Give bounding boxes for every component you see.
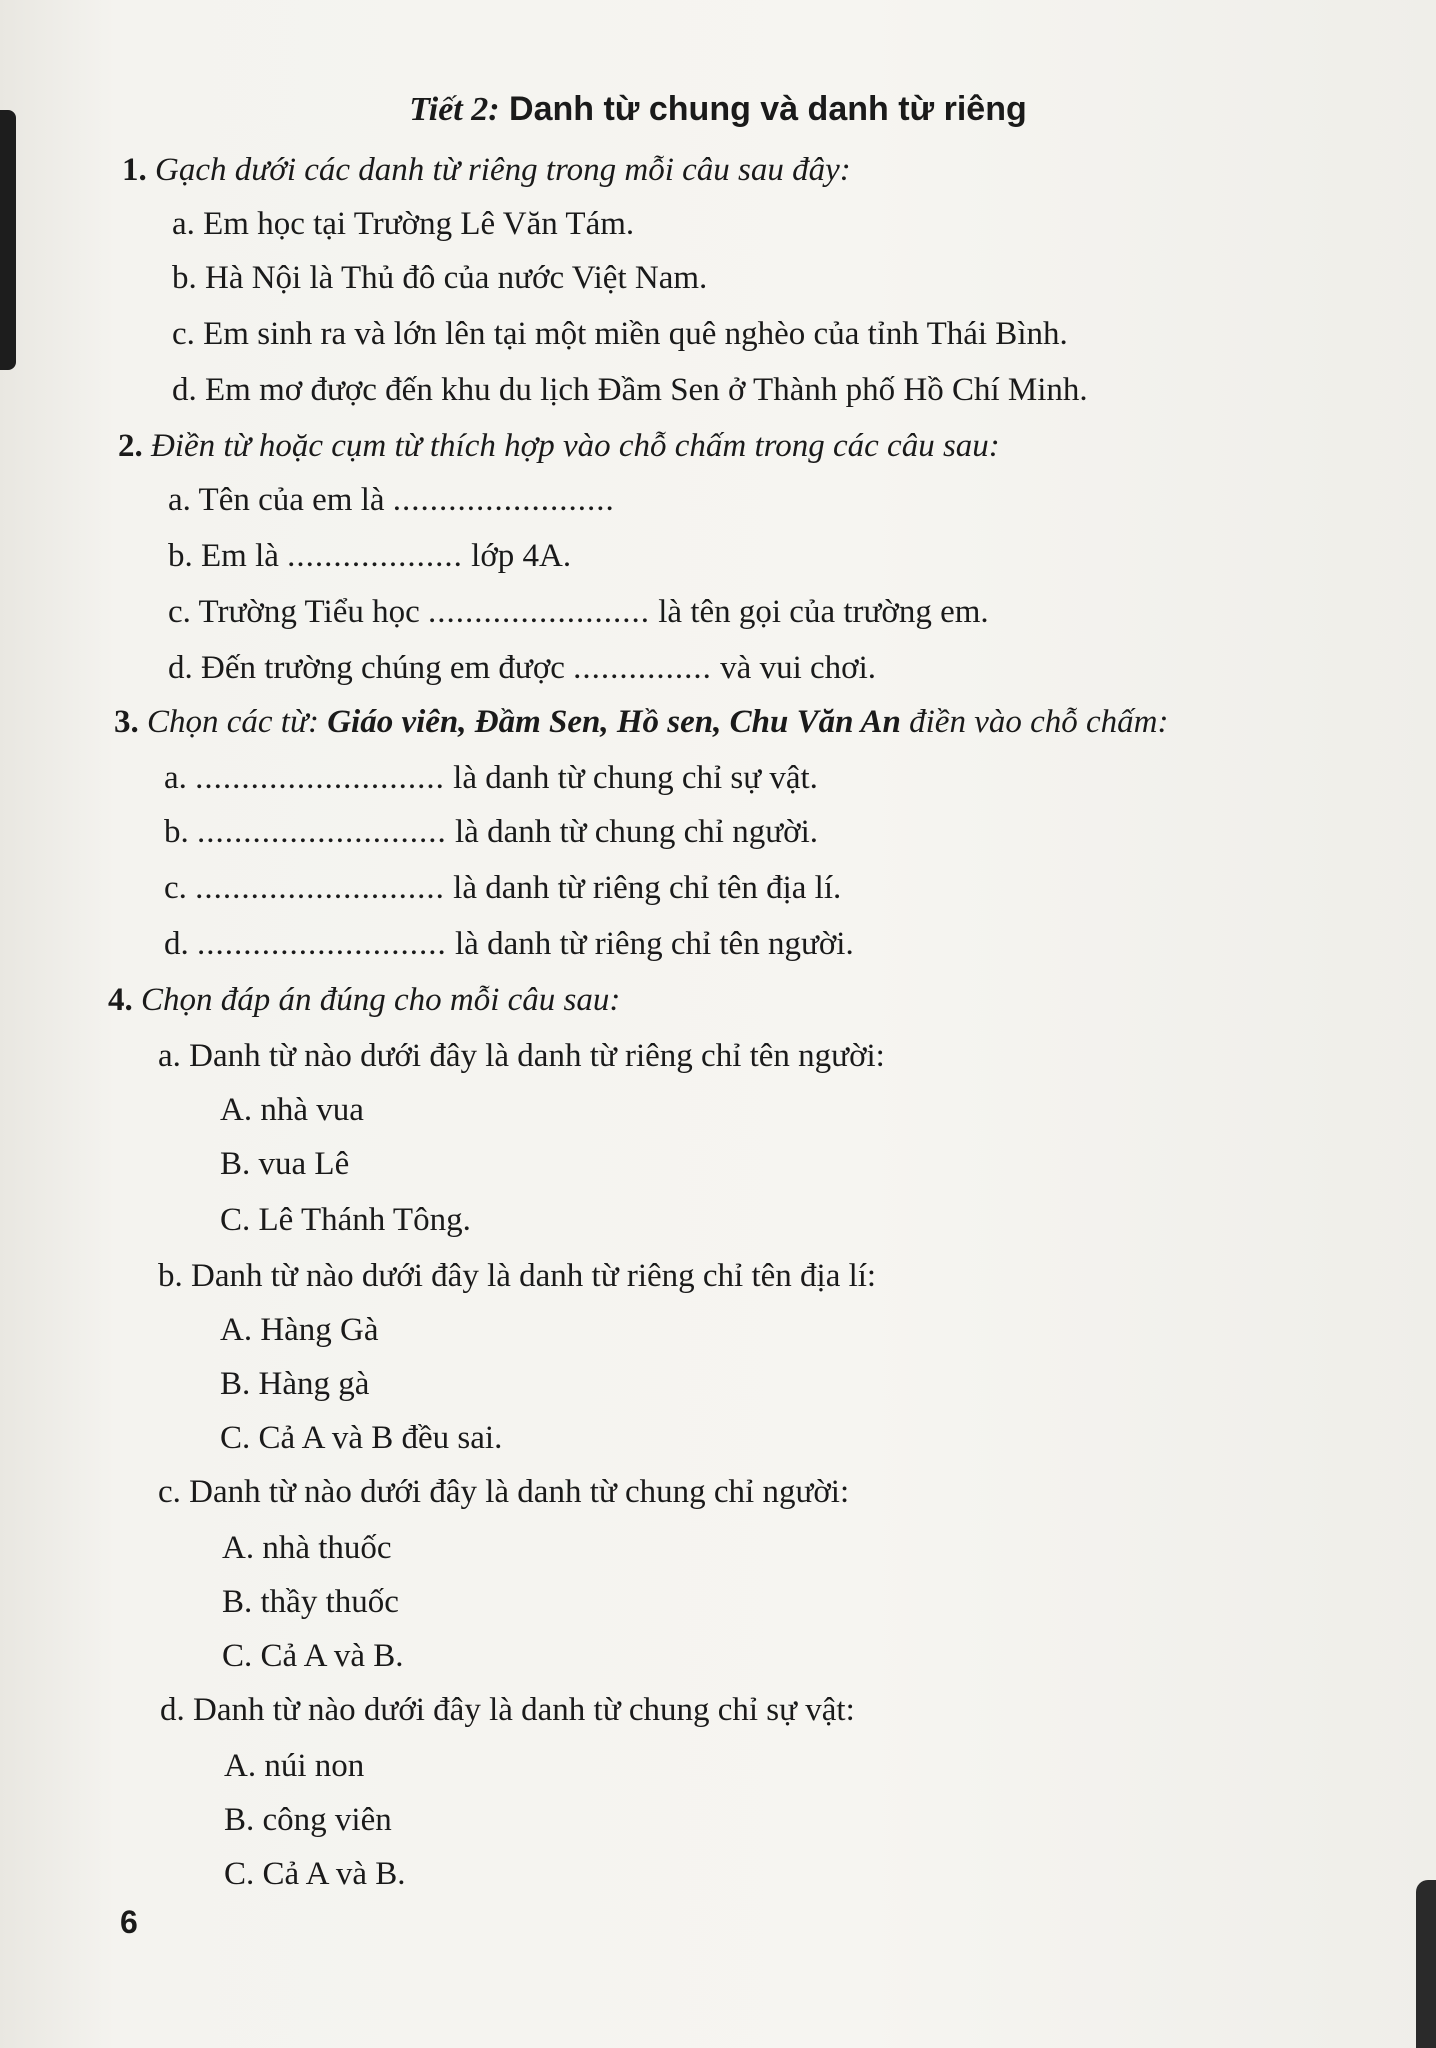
q3-item-b: b. ........................... là danh từ chung chỉ người. (164, 814, 818, 850)
q4-part-b-option-c: C. Cả A và B đều sai. (220, 1420, 503, 1456)
q1-prompt-text: Gạch dưới các danh từ riêng trong mỗi câu sau đây: (155, 152, 851, 188)
lesson-title (0, 90, 1436, 129)
q1-item-a: a. Em học tại Trường Lê Văn Tám. (172, 206, 635, 242)
q3-item-a: a. ........................... là danh từ chung chỉ sự vật. (164, 760, 818, 796)
q2-item-a: a. Tên của em là ........................ (168, 482, 615, 518)
q4-part-b-option-a: A. Hàng Gà (220, 1312, 379, 1348)
lesson-title-main: Danh từ chung và danh từ riêng (509, 90, 1027, 128)
q4-part-c-option-c: C. Cả A và B. (222, 1638, 404, 1674)
q4-part-c-question: c. Danh từ nào dưới đây là danh từ chung chỉ người: (158, 1474, 850, 1510)
blank-dots: ........................... (197, 814, 447, 850)
page-edge-shadow-left (0, 110, 16, 370)
q4-part-b-option-b: B. Hàng gà (220, 1366, 370, 1402)
q4-prompt (108, 980, 620, 1020)
q1-item-b: b. Hà Nội là Thủ đô của nước Việt Nam. (172, 260, 708, 296)
q4-part-d-option-b: B. công viên (224, 1802, 392, 1838)
q3-word-list: Giáo viên, Đầm Sen, Hồ sen, Chu Văn An (327, 704, 901, 740)
q4-prompt-text: Chọn đáp án đúng cho mỗi câu sau: (141, 982, 621, 1018)
q4-part-b-question: b. Danh từ nào dưới đây là danh từ riêng chỉ tên địa lí: (158, 1258, 877, 1294)
page-number: 6 (120, 1904, 138, 1940)
q4-part-d-option-c: C. Cả A và B. (224, 1856, 406, 1892)
blank-dots: ........................ (392, 482, 615, 518)
q1-prompt (122, 150, 851, 190)
blank-dots: ........................... (195, 870, 445, 906)
q3-prompt: 3. Chọn các từ: Giáo viên, Đầm Sen, Hồ sen, Chu Văn An điền vào chỗ chấm: (114, 704, 1169, 740)
q4-part-a-option-c: C. Lê Thánh Tông. (220, 1202, 471, 1238)
q4-part-a-option-b: B. vua Lê (220, 1146, 350, 1182)
q4-part-a-question: a. Danh từ nào dưới đây là danh từ riêng chỉ tên người: (158, 1038, 885, 1074)
q3-number: 3. (114, 704, 139, 740)
q1-item-c: c. Em sinh ra và lớn lên tại một miền quê nghèo của tỉnh Thái Bình. (172, 316, 1068, 352)
q2-item-d: d. Đến trường chúng em được ............... và vui chơi. (168, 650, 877, 686)
blank-dots: ................... (287, 538, 463, 574)
blank-dots: ........................... (195, 760, 445, 796)
q4-part-c-option-a: A. nhà thuốc (222, 1530, 392, 1566)
q2-number: 2. (118, 428, 143, 464)
q3-item-c: c. ........................... là danh từ riêng chỉ tên địa lí. (164, 870, 842, 906)
q4-part-d-question: d. Danh từ nào dưới đây là danh từ chung chỉ sự vật: (160, 1692, 855, 1728)
q2-item-b: b. Em là ................... lớp 4A. (168, 538, 572, 574)
q1-item-d: d. Em mơ được đến khu du lịch Đầm Sen ở Thành phố Hồ Chí Minh. (172, 372, 1088, 408)
blank-dots: ............... (573, 650, 712, 686)
page-edge-shadow-right (1416, 1880, 1436, 2048)
q2-prompt (118, 426, 1000, 466)
q2-prompt-text: Điền từ hoặc cụm từ thích hợp vào chỗ chấm trong các câu sau: (151, 428, 1000, 464)
blank-dots: ........................ (428, 594, 650, 630)
q4-part-a-option-a: A. nhà vua (220, 1092, 364, 1128)
q2-item-c: c. Trường Tiểu học ........................ là tên gọi của trường em. (168, 594, 989, 630)
lesson-title-lead: Tiết 2: (409, 91, 500, 128)
q4-part-d-option-a: A. núi non (224, 1748, 365, 1784)
blank-dots: ........................... (197, 926, 447, 962)
q4-part-c-option-b: B. thầy thuốc (222, 1584, 399, 1620)
q4-number: 4. (108, 982, 133, 1018)
q1-number: 1. (122, 152, 147, 188)
q3-item-d: d. ........................... là danh từ riêng chỉ tên người. (164, 926, 854, 962)
